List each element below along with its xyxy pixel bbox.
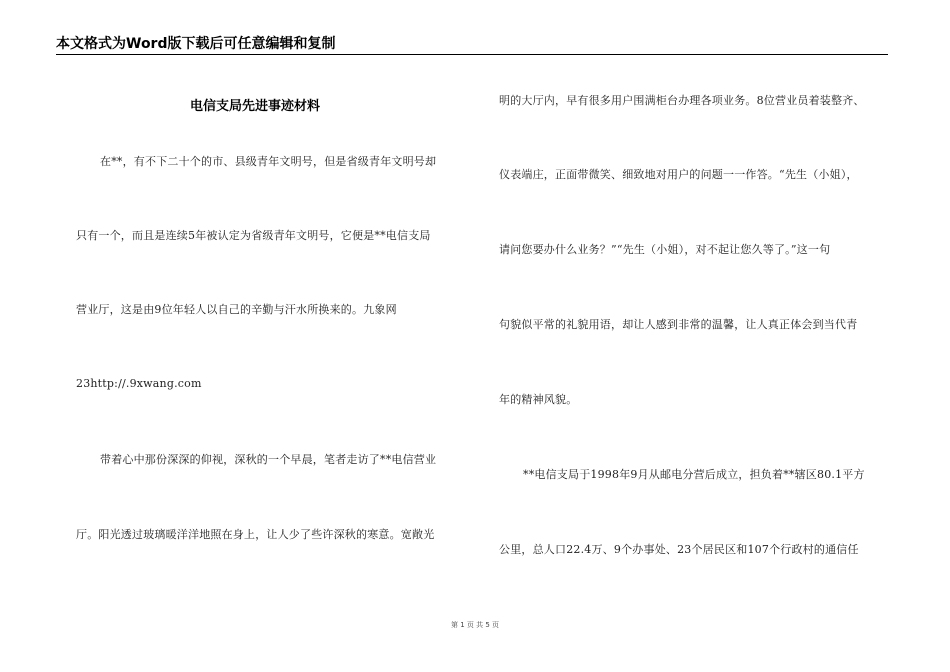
right-line-7: 公里，总人口22.4万、9个办事处、23个居民区和107个行政村的通信任	[499, 543, 859, 556]
left-line-6: 厅。阳光透过玻璃暖洋洋地照在身上，让人少了些许深秋的寒意。宽敞光	[76, 528, 435, 541]
left-line-5: 带着心中那份深深的仰视，深秋的一个早晨，笔者走访了**电信营业	[100, 453, 437, 466]
header-title: 本文格式为Word版下载后可任意编辑和复制	[56, 36, 336, 52]
right-line-1: 明的大厅内，早有很多用户围满柜台办理各项业务。8位营业员着装整齐、	[499, 94, 865, 107]
right-line-5: 年的精神风貌。	[499, 393, 578, 406]
page-footer: 第 1 页 共 5 页	[450, 621, 500, 629]
document-title: 电信支局先进事迹材料	[190, 99, 321, 114]
left-line-3: 营业厅，这是由9位年轻人以自己的辛勤与汗水所换来的。九象网	[76, 303, 397, 316]
right-line-3: 请问您要办什么业务？”“先生（小姐），对不起让您久等了。”这一句	[499, 243, 831, 256]
right-line-4: 句貌似平常的礼貌用语，却让人感到非常的温馨，让人真正体会到当代青	[499, 318, 858, 331]
page-header	[56, 36, 888, 55]
left-line-2: 只有一个，而且是连续5年被认定为省级青年文明号，它便是**电信支局	[76, 229, 431, 242]
right-line-2: 仪表端庄，正面带微笑、细致地对用户的问题一一作答。“先生（小姐），	[499, 168, 858, 181]
right-line-6: **电信支局于1998年9月从邮电分营后成立，担负着**辖区80.1平方	[523, 468, 865, 481]
left-line-1: 在**，有不下二十个的市、县级青年文明号，但是省级青年文明号却	[100, 155, 437, 168]
left-line-4: 23http://.9xwang.com	[76, 377, 202, 390]
